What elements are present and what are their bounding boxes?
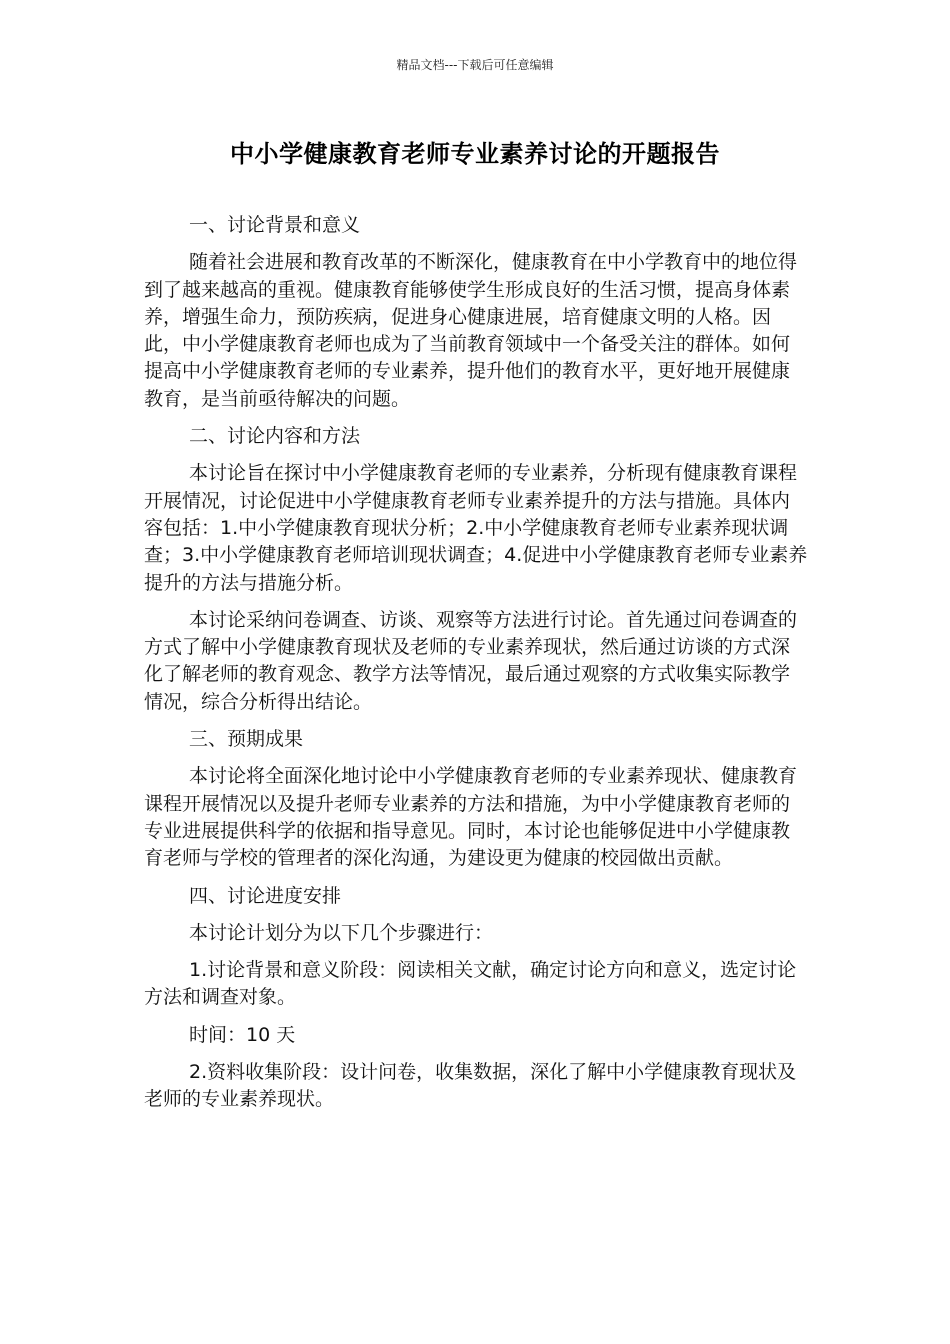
section-heading-content-methods: 二、讨论内容和方法: [189, 425, 361, 448]
section-heading-expected-results: 三、预期成果: [189, 728, 304, 751]
paragraph-expected-results: 本讨论将全面深化地讨论中小学健康教育老师的专业素养现状、健康教育课程开展情况以及提升老师专业素养的方法和措施，为中小学健康教育老师的专业进展提供科学的依据和指导意见。同时，本讨论也能够促进中小学健康教育老师与学校的管理者的深化沟通，为建设更为健康的校园做出贡献。: [144, 765, 798, 870]
paragraph-schedule-intro: 本讨论计划分为以下几个步骤进行：: [189, 921, 494, 944]
document-title: 中小学健康教育老师专业素养讨论的开题报告: [230, 140, 720, 168]
paragraph-schedule-step-1: 1.讨论背景和意义阶段：阅读相关文献，确定讨论方向和意义，选定讨论方法和调查对象。: [144, 959, 797, 1009]
paragraph-schedule-step-2: 2.资料收集阶段：设计问卷，收集数据，深化了解中小学健康教育现状及老师的专业素养现状。: [144, 1061, 797, 1111]
paragraph-methods: 本讨论采纳问卷调查、访谈、观察等方法进行讨论。首先通过问卷调查的方式了解中小学健康教育现状及老师的专业素养现状，然后通过访谈的方式深化了解老师的教育观念、教学方法等情况，最后通过观察的方式收集实际教学情况，综合分析得出结论。: [144, 608, 798, 713]
paragraph-background: 随着社会进展和教育改革的不断深化，健康教育在中小学教育中的地位得到了越来越高的重视。健康教育能够使学生形成良好的生活习惯，提高身体素养，增强生命力，预防疾病，促进身心健康进展，培育健康文明的人格。因此，中小学健康教育老师也成为了当前教育领域中一个备受关注的群体。如何提高中小学健康教育老师的专业素养，提升他们的教育水平，更好地开展健康教育，是当前亟待解决的问题。: [144, 251, 798, 410]
paragraph-schedule-time: 时间：10 天: [189, 1023, 296, 1046]
section-heading-schedule: 四、讨论进度安排: [189, 884, 342, 907]
header-note: 精品文档---下载后可任意编辑: [396, 58, 554, 72]
section-heading-background: 一、讨论背景和意义: [189, 214, 361, 236]
paragraph-content: 本讨论旨在探讨中小学健康教育老师的专业素养，分析现有健康教育课程开展情况，讨论促进中小学健康教育老师专业素养提升的方法与措施。具体内容包括：1.中小学健康教育现状分析；2.中小学健康教育老师专业素养现状调查；3.中小学健康教育老师培训现状调查；4.促进中小学健康教育老师专业素养提升的方法与措施分析。: [144, 462, 808, 594]
document-body: [144, 212, 808, 1114]
